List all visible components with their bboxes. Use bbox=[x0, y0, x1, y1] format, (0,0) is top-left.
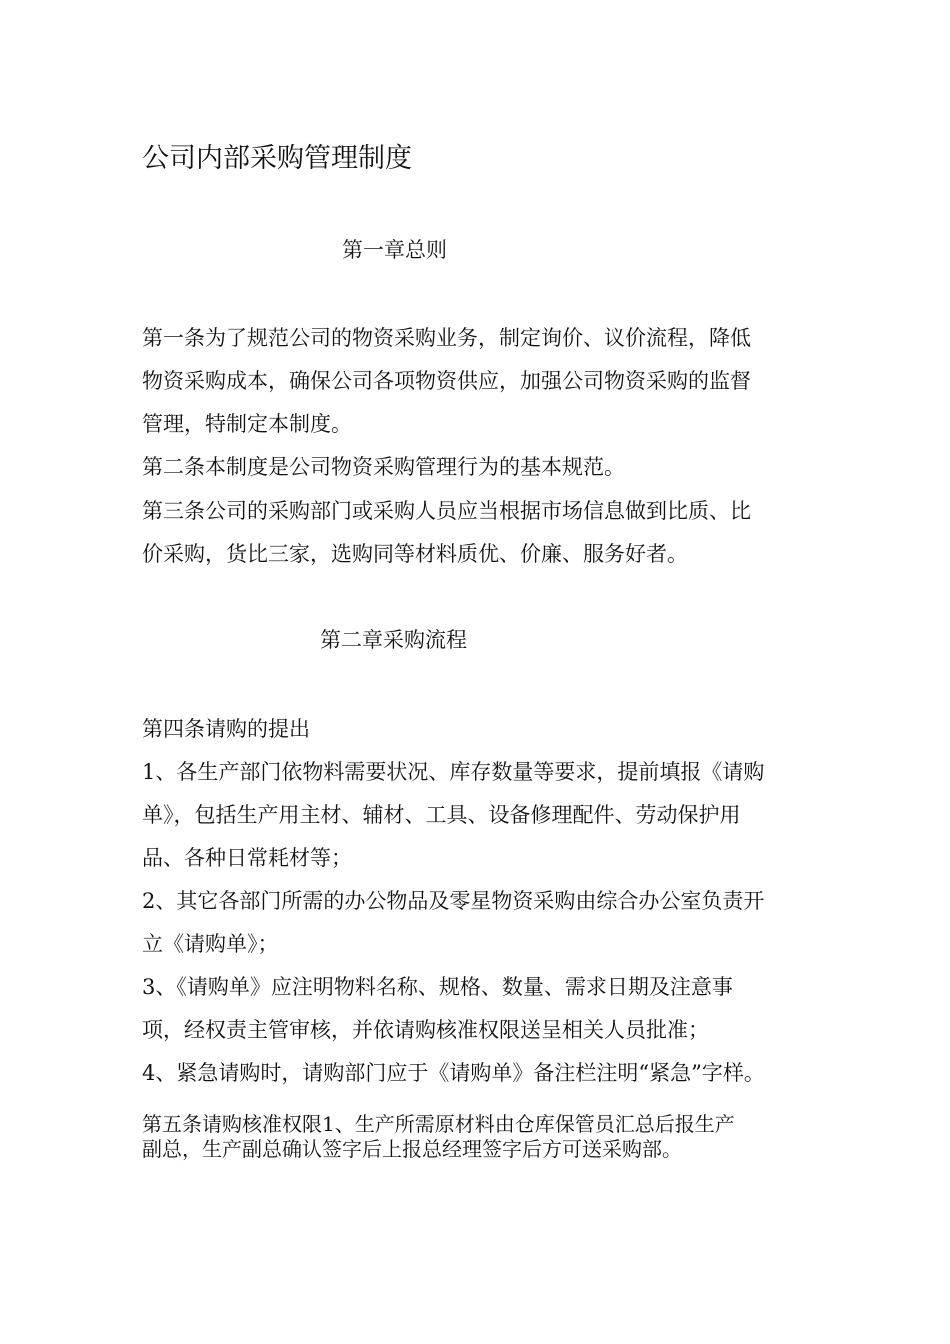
article-5-line-2: 副总，生产副总确认签字后上报总经理签字后方可送采购部。 bbox=[142, 1137, 682, 1161]
item-2-line-2: 立《请购单》； bbox=[142, 932, 279, 956]
item-4-line-1: 4、紧急请购时，请购部门应于《请购单》备注栏注明“紧急”字样。 bbox=[142, 1061, 765, 1085]
chapter-1-heading: 第一章总则 bbox=[342, 238, 447, 262]
article-1-line-3: 管理，特制定本制度。 bbox=[142, 412, 352, 436]
document-title: 公司内部采购管理制度 bbox=[142, 143, 412, 174]
chapter-2-heading: 第二章采购流程 bbox=[320, 628, 467, 652]
item-1-line-1: 1、各生产部门依物料需要状况、库存数量等要求，提前填报《请购 bbox=[142, 760, 765, 784]
item-3-line-2: 项，经权责主管审核，并依请购核准权限送呈相关人员批准； bbox=[142, 1018, 709, 1042]
article-3-line-2: 价采购，货比三家，选购同等材料质优、价廉、服务好者。 bbox=[142, 542, 688, 566]
article-1-line-2: 物资采购成本，确保公司各项物资供应，加强公司物资采购的监督 bbox=[142, 369, 751, 393]
article-4-heading: 第四条请购的提出 bbox=[142, 717, 310, 741]
article-2-line-1: 第二条本制度是公司物资采购管理行为的基本规范。 bbox=[142, 455, 625, 479]
article-3-line-1: 第三条公司的采购部门或采购人员应当根据市场信息做到比质、比 bbox=[142, 499, 751, 523]
article-5-line-1: 第五条请购核准权限1、生产所需原材料由仓库保管员汇总后报生产 bbox=[142, 1112, 735, 1136]
item-1-line-3: 品、各种日常耗材等； bbox=[142, 846, 352, 870]
item-2-line-1: 2、其它各部门所需的办公物品及零星物资采购由综合办公室负责开 bbox=[142, 889, 765, 913]
article-1-line-1: 第一条为了规范公司的物资采购业务，制定询价、议价流程，降低 bbox=[142, 326, 751, 350]
item-1-line-2: 单》，包括生产用主材、辅材、工具、设备修理配件、劳动保护用 bbox=[142, 803, 741, 827]
item-3-line-1: 3、《请购单》应注明物料名称、规格、数量、需求日期及注意事 bbox=[142, 975, 733, 999]
